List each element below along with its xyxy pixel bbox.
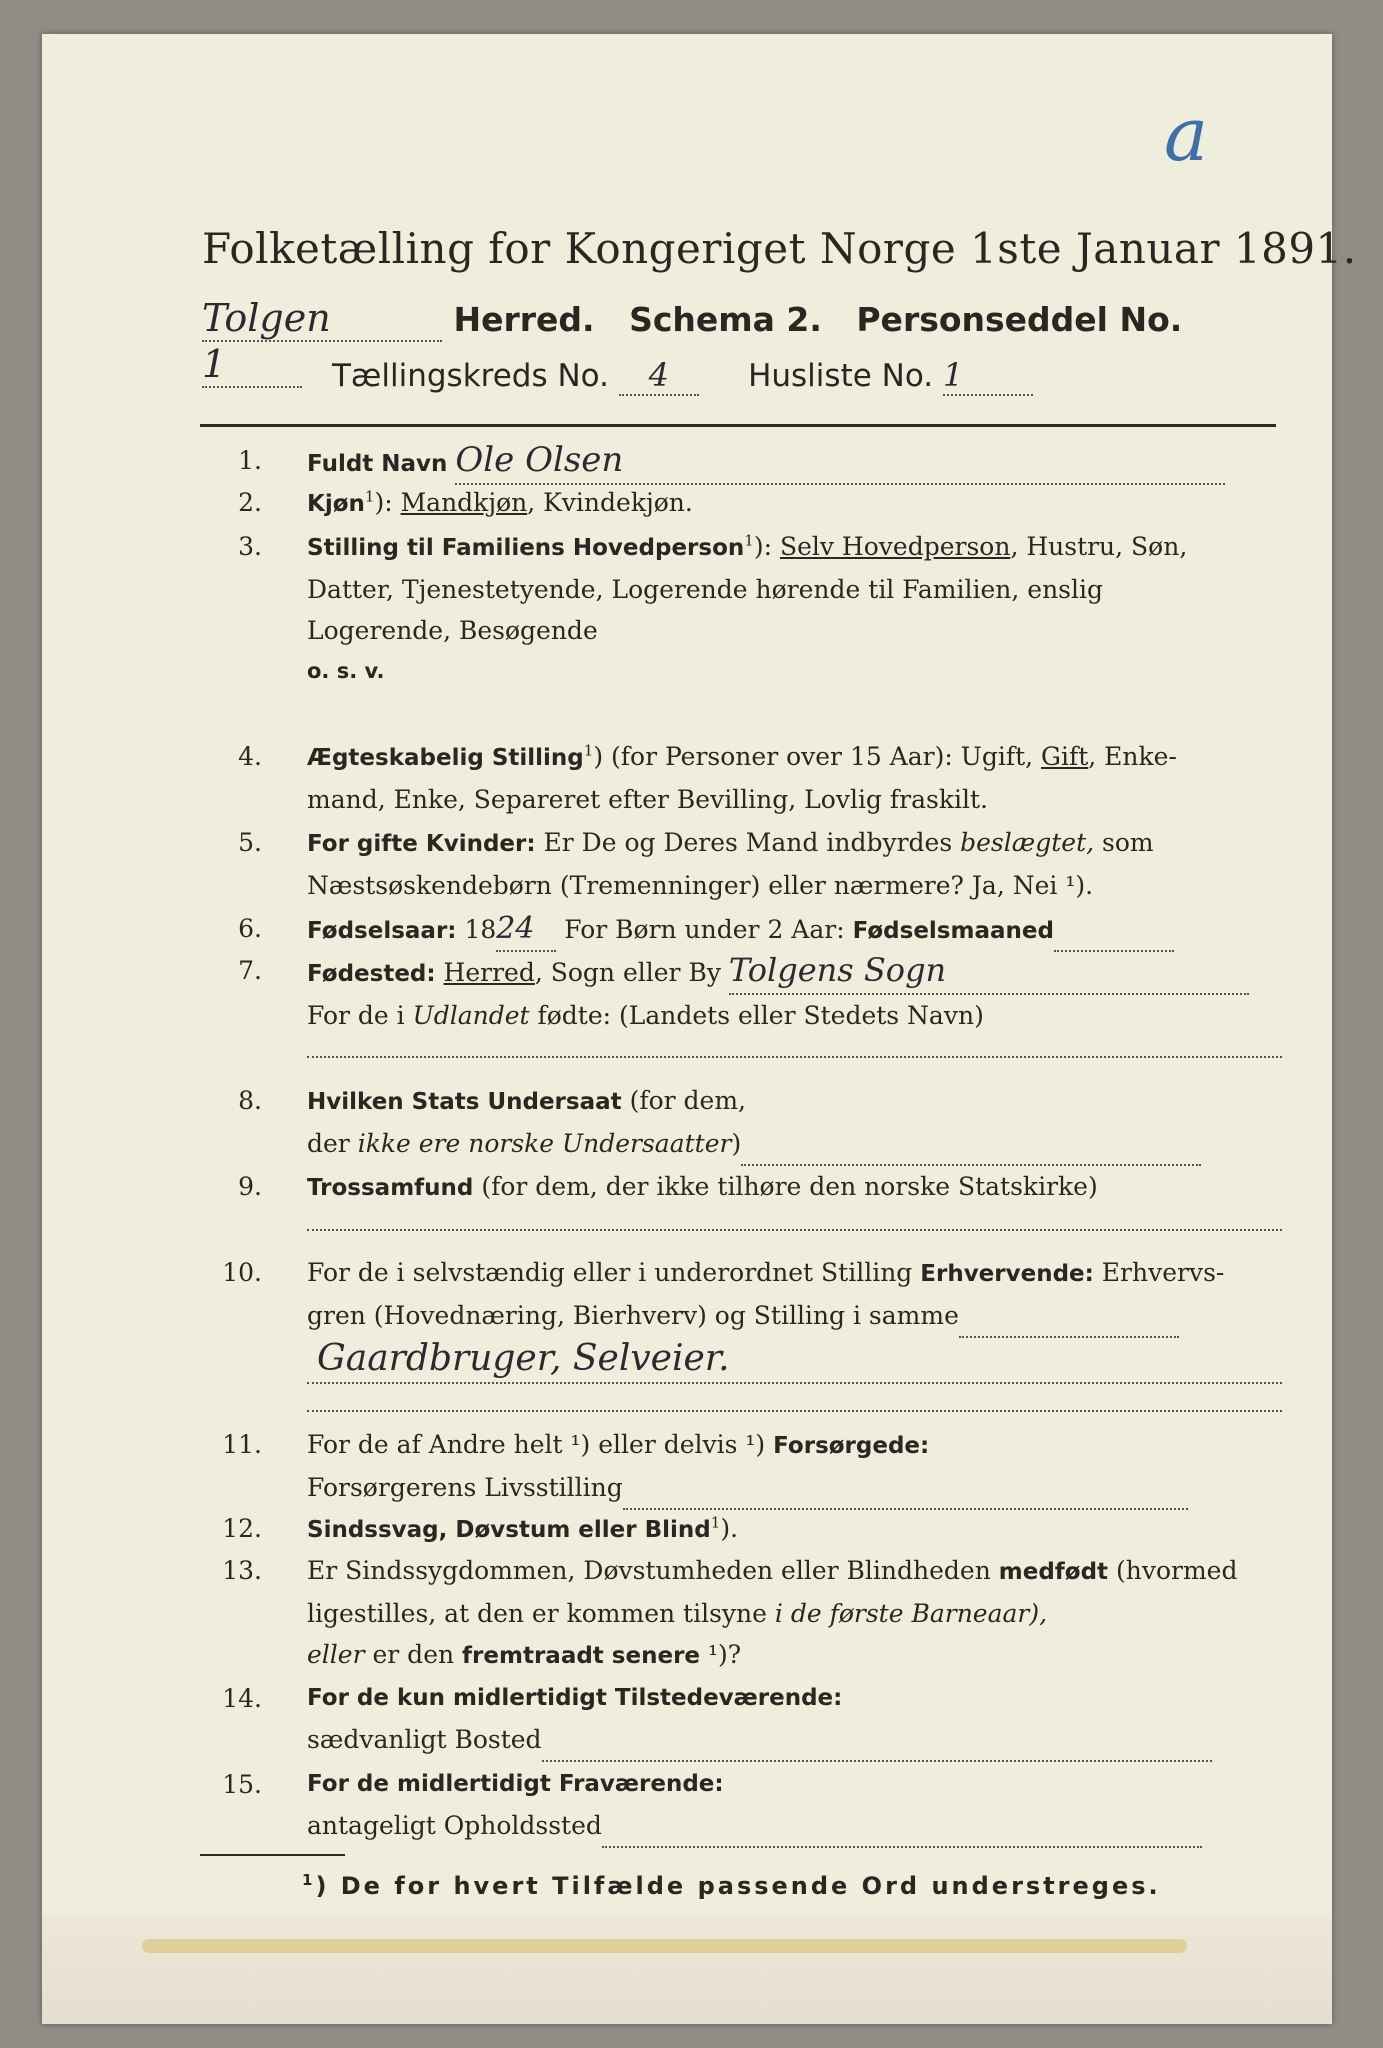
item-number: 7.	[238, 956, 262, 985]
occupation-value: Gaardbruger, Selveier.	[317, 1338, 730, 1379]
answer-line	[307, 1036, 1282, 1058]
selected-option: Mandkjøn	[400, 488, 528, 517]
item-text: , Hustru, Søn,	[1010, 532, 1188, 561]
item-label: Forsørgede:	[773, 1433, 930, 1459]
item-text: ).	[720, 1514, 739, 1543]
herred-field	[202, 296, 442, 342]
kreds-line	[332, 356, 1152, 402]
item-label: For de midlertidigt Fraværende:	[307, 1771, 724, 1797]
item-text: Forsørgerens Livsstilling	[307, 1473, 623, 1502]
item-text: Udlandet	[412, 1001, 530, 1030]
item-number: 4.	[238, 742, 262, 771]
footnote-ref: 1	[744, 531, 754, 550]
item-text: mand, Enke, Separeret efter Bevilling, Lovlig fraskilt.	[307, 785, 988, 814]
birthplace-field	[729, 950, 1249, 995]
item-text: antageligt Opholdssted	[307, 1811, 602, 1840]
item-text: ¹)?	[700, 1640, 742, 1669]
answer-line	[307, 1384, 1282, 1412]
item-text: Datter, Tjenestetyende, Logerende hørende til Familien, enslig	[307, 575, 1104, 604]
item-text: , Enke-	[1088, 742, 1177, 771]
item-number: 11.	[222, 1430, 262, 1459]
footnote	[302, 1872, 1161, 1900]
answer-line	[623, 1467, 1188, 1510]
footnote-text: ) De for hvert Tilfælde passende Ord understreges.	[315, 1872, 1161, 1900]
footnote-ref: 1	[710, 1513, 721, 1532]
form-title: Folketælling for Kongeriget Norge 1ste Januar 1891.	[202, 224, 1357, 273]
item-number: 13.	[222, 1556, 262, 1585]
selected-option: Selv Hovedperson	[779, 532, 1011, 561]
answer-line	[959, 1295, 1179, 1338]
selected-option: Gift	[1041, 742, 1089, 771]
item-number: 9.	[238, 1172, 262, 1201]
answer-line	[542, 1719, 1212, 1762]
kreds-label: Tællingskreds No.	[332, 358, 609, 394]
item-text: fødte: (Landets eller Stedets Navn)	[529, 1001, 984, 1030]
footnote-ref: 1	[583, 741, 594, 760]
item-text: eller	[307, 1640, 365, 1669]
birth-year-field	[496, 908, 556, 952]
item-text: gren (Hovednæring, Bierhverv) og Stilling i samme	[307, 1301, 959, 1330]
item-text: For de i selvstændig eller i underordnet Stilling	[307, 1258, 921, 1287]
item-text: ) (for Personer over 15 Aar): Ugift,	[593, 742, 1042, 771]
item-text: 18	[456, 915, 497, 944]
item-label: Fødselsmaaned	[852, 918, 1054, 944]
item-7	[202, 950, 1282, 1074]
item-label: fremtraadt senere	[462, 1643, 701, 1669]
item-number: 15.	[222, 1770, 262, 1799]
personseddel-value: 1	[202, 342, 227, 386]
item-text: , Kvindekjøn.	[527, 488, 693, 517]
item-text: Erhvervs-	[1093, 1258, 1225, 1287]
item-label: Sindssvag, Døvstum eller Blind	[307, 1517, 711, 1543]
name-field	[455, 440, 1225, 485]
item-label: Kjøn	[307, 491, 365, 517]
item-text: , Sogn eller By	[534, 958, 729, 987]
item-text: ):	[753, 532, 780, 561]
footnote-rule	[200, 1854, 345, 1856]
item-number: 6.	[238, 914, 262, 943]
item-text: beslægtet,	[960, 828, 1095, 857]
item-text: o. s. v.	[307, 659, 385, 683]
corner-mark: a	[1164, 92, 1209, 178]
husliste-label: Husliste No.	[748, 358, 934, 394]
item-text: (for dem,	[621, 1086, 746, 1115]
item-label: medfødt	[998, 1559, 1109, 1585]
item-10	[202, 1252, 1282, 1422]
personseddel-field	[202, 342, 302, 388]
husliste-field	[943, 356, 1033, 396]
item-text: er den	[364, 1640, 463, 1669]
name-value: Ole Olsen	[455, 440, 624, 480]
item-label: Hvilken Stats Undersaat	[307, 1089, 622, 1115]
item-text: (for dem, der ikke tilhøre den norske Statskirke)	[473, 1172, 1098, 1201]
item-number: 10.	[222, 1258, 262, 1287]
answer-line	[602, 1805, 1202, 1848]
item-text: For Børn under 2 Aar:	[556, 915, 853, 944]
personseddel-label: Personseddel No.	[856, 300, 1183, 339]
item-label: Trossamfund	[307, 1175, 474, 1201]
footnote-ref: 1	[364, 487, 375, 506]
item-number: 2.	[238, 488, 262, 517]
item-text: For de i	[307, 1001, 413, 1030]
birth-month-field	[1054, 909, 1174, 952]
item-label: Erhvervende:	[920, 1261, 1094, 1287]
schema-label: Schema 2.	[629, 300, 822, 339]
item-text: ):	[374, 488, 401, 517]
item-label: For de kun midlertidigt Tilstedeværende:	[307, 1685, 843, 1711]
birthplace-value: Tolgens Sogn	[728, 951, 947, 989]
item-text: )	[731, 1129, 742, 1158]
tape-strip	[142, 1939, 1187, 1953]
item-label: Ægteskabelig Stilling	[307, 745, 584, 771]
herred-label: Herred.	[453, 300, 595, 339]
item-text: For de af Andre helt ¹) eller delvis ¹)	[307, 1430, 774, 1459]
item-text: der	[307, 1129, 358, 1158]
item-13	[202, 1550, 1282, 1674]
item-label: Fødselsaar:	[307, 918, 457, 944]
husliste-value: 1	[942, 356, 964, 394]
kreds-field	[619, 356, 699, 396]
footnote-ref: 1	[302, 1871, 316, 1889]
item-text: sædvanligt Bosted	[307, 1725, 542, 1754]
answer-line	[741, 1123, 1201, 1166]
item-number: 14.	[222, 1684, 262, 1713]
item-text: Er Sindssygdommen, Døvstumheden eller Blindheden	[307, 1556, 999, 1585]
item-text: som	[1094, 828, 1154, 857]
birth-year-value: 24	[496, 911, 535, 946]
item-3	[202, 526, 1282, 694]
item-number: 3.	[238, 532, 262, 561]
item-label: Fødested:	[307, 961, 436, 987]
herred-value: Tolgen	[202, 296, 331, 340]
header-rule	[200, 424, 1276, 427]
answer-line	[307, 1209, 1282, 1231]
kreds-value: 4	[648, 356, 669, 394]
item-number: 8.	[238, 1086, 262, 1115]
item-text: ligestilles, at den er kommen tilsyne	[307, 1599, 775, 1628]
occupation-field	[307, 1338, 1282, 1384]
item-text: Er De og Deres Mand indbyrdes	[535, 828, 961, 857]
item-label: Fuldt Navn	[307, 451, 448, 477]
census-form-page	[42, 34, 1357, 2024]
item-number: 5.	[238, 828, 262, 857]
item-text: Logerende, Besøgende	[307, 616, 598, 645]
item-text: ikke ere norske Undersaatter	[357, 1129, 732, 1158]
item-number: 1.	[238, 446, 262, 475]
item-text: (hvormed	[1108, 1556, 1238, 1585]
item-label: Stilling til Familiens Hovedperson	[307, 535, 745, 561]
item-label: For gifte Kvinder:	[307, 831, 536, 857]
item-text: i de første Barneaar),	[774, 1599, 1048, 1628]
item-text: Næstsøskendebørn (Tremenninger) eller nærmere? Ja, Nei ¹).	[307, 871, 1094, 900]
paper-bottom-strip	[42, 1914, 1332, 2024]
item-number: 12.	[222, 1514, 262, 1543]
selected-option: Herred	[443, 958, 535, 987]
